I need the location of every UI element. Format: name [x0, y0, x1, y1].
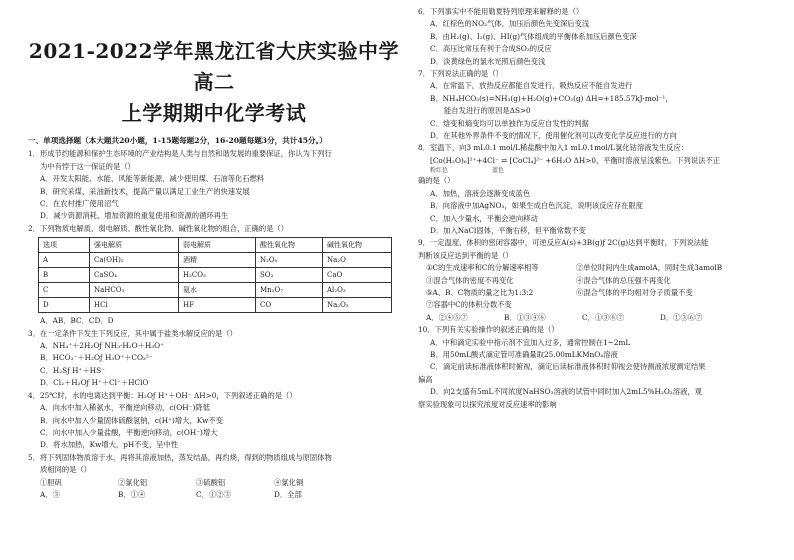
q9-option: D．①③⑥⑦ [660, 312, 703, 322]
q7-option-c: C．焓变和熵变均可以单独作为反应自发性的判据 [430, 118, 589, 128]
q6-stem: 6．下列事实中不能用勒夏特列原理来解释的是（） [418, 7, 584, 16]
q1-option-d: D．减少资源消耗、增加资源的重复使用和资源的循环再生 [40, 211, 229, 221]
q9-item: ③混合气体的密度不再变化 [426, 275, 514, 285]
q8-option-a: A．加热，溶液会逐渐变成蓝色 [430, 188, 531, 198]
q10-option-d-cont: 察实验现象可以探究浓度对反应速率的影响 [418, 399, 557, 409]
q5-option: C．①②③ [196, 489, 231, 499]
table-cell: HCl [90, 298, 179, 313]
table-header-cell: 选项 [39, 238, 90, 253]
table-cell: A [39, 253, 90, 268]
section-heading: 一、单项选择题（本大题共20小题，1-15题每题2分，16-20题每题3分，共计45分。） [28, 136, 328, 145]
table-row [39, 298, 392, 313]
q9-items-row [418, 262, 774, 274]
q5-item: ②氯化铝 [118, 477, 148, 487]
question-2 [28, 223, 400, 328]
table-cell: 氨水 [179, 283, 256, 298]
q10-option-c-cont: 偏高 [418, 374, 433, 384]
table-row [39, 268, 392, 283]
q9-item: ⑥混合气体的平均相对分子质量不变 [576, 287, 693, 297]
q8-stem: 8．室温下，向3 mL0.1 mol/L稀盐酸中加入1 mL0.1mol/L氯化钴溶液发生反应： [418, 143, 689, 153]
q8-color-pink: 粉红色 [430, 167, 449, 175]
q8-reaction-tail: ，平衡时溶液呈浅紫色。下列说法不正 [595, 155, 721, 165]
q4-stem: 4．25℃时，水的电离达到平衡：H₂Oƒ H⁺＋OH⁻ ΔH>0，下列叙述正确的是（） [28, 390, 297, 400]
q5-item: ④氯化铜 [274, 477, 304, 487]
q2-table [38, 237, 392, 313]
q9-stem-cont: 判断该反应达到平衡的是（） [418, 250, 513, 260]
question-10 [418, 324, 774, 411]
title-line-2: 上学期期中化学考试 [121, 101, 307, 125]
table-cell: Na₂O₂ [323, 298, 392, 313]
title-line-1: 2021-2022学年黑龙江省大庆实验中学高二 [28, 39, 400, 94]
q5-option: A．③ [40, 489, 60, 499]
q8-color-labels [430, 167, 596, 175]
q9-stem: 9．一定温度、体积的密闭容器中，可逆反应A(s)+3B(g)ƒ 2C(g)达到平衡时，下列说法能 [418, 238, 709, 248]
question-4 [28, 390, 400, 452]
question-3 [28, 328, 400, 390]
q10-option-c: C．滴定前读标准液体积时俯视，滴定后读标准液体积时仰视会使待测液浓度测定结果 [430, 362, 706, 372]
q9-options [418, 312, 774, 324]
table-cell: D [39, 298, 90, 313]
table-cell: HF [179, 298, 256, 313]
table-row [39, 253, 392, 268]
q9-option: B．①③④⑥ [504, 312, 546, 322]
q7-option-d: D．在其他外界条件不变的情况下，使用催化剂可以改变化学反应进行的方向 [430, 131, 677, 141]
q5-item: ③硫酸铝 [196, 477, 226, 487]
q9-option: A．②④⑤⑦ [426, 312, 468, 322]
q6-option-a: A．红棕色的NO₂气体，加压后颜色先变深后变浅 [430, 19, 590, 29]
q6-option-d: D．淡黄绿色的氯水光照后颜色变浅 [430, 56, 546, 66]
q3-option-b: B．HCO₃⁻＋H₂Oƒ H₃O⁺＋CO₃²⁻ [40, 353, 153, 363]
q4-option-b: B．向水中加入少量固体硫酸氢钠，c(H⁺)增大，Kw不变 [40, 415, 223, 425]
table-header-row [39, 238, 392, 253]
q9-item: ⑤A、B、C物质的量之比为1:3:2 [426, 287, 534, 297]
q5-item: ①胆矾 [40, 477, 62, 487]
q7-option-b: B．NH₄HCO₃(s)=NH₃(g)+H₂O(g)+CO₂(g) ΔH=+185.57kJ·mol⁻¹， [430, 93, 673, 103]
q8-option-c: C．加入少量水，平衡会逆向移动 [430, 213, 538, 223]
q9-items-row [418, 287, 774, 299]
table-cell: B [39, 268, 90, 283]
table-header-cell: 碱性氧化物 [323, 238, 392, 253]
question-8 [418, 142, 774, 237]
table-cell: H₂CO₃ [179, 268, 256, 283]
table-cell: Al₂O₃ [323, 283, 392, 298]
q8-reaction-line [418, 155, 774, 175]
q9-items-row [418, 299, 774, 311]
table-cell: Mn₂O₇ [256, 283, 323, 298]
q5-options [28, 489, 400, 501]
q8-reaction-block [430, 155, 596, 175]
q5-items [28, 477, 400, 489]
q10-option-b: B．用50mL酸式滴定管可准确量取25.00mLKMnO₄溶液 [430, 349, 618, 359]
table-row [39, 283, 392, 298]
q8-option-b: B．向溶液中加AgNO₃，如果生成白色沉淀，说明该反应存在限度 [430, 201, 644, 211]
question-7 [418, 68, 774, 142]
table-cell: SO₃ [256, 268, 323, 283]
q10-option-a: A．中和滴定实验中指示剂不宜加入过多，通常控制在1~2mL [430, 337, 631, 347]
table-cell: Ca(OH)₂ [90, 253, 179, 268]
table-cell: Na₂O [323, 253, 392, 268]
q7-option-a: A．在常温下，放热反应都能自发进行，吸热反应不能自发进行 [430, 81, 633, 91]
table-header-cell: 弱电解质 [179, 238, 256, 253]
q2-stem: 2．下列物质电解质、弱电解质、酸性氧化物、碱性氧化物的组合，正确的是（） [28, 223, 289, 233]
q8-color-blue: 蓝色 [492, 167, 505, 175]
left-column [28, 6, 400, 501]
question-1 [28, 148, 400, 222]
table-cell: CaSO₄ [90, 268, 179, 283]
q9-item: ④混合气体的总压强不再变化 [576, 275, 671, 285]
table-header-cell: 强电解质 [90, 238, 179, 253]
q4-option-a: A．向水中加入稀氨水，平衡逆向移动，c(OH⁻)降低 [40, 403, 210, 413]
question-6 [418, 6, 774, 68]
q5-option: B．①④ [118, 489, 146, 499]
q2-options: A．AB．BC．CD．D [40, 316, 114, 326]
q10-option-d: D．向2支盛有5mL不同浓度NaHSO₃溶液的试管中同时加入2mL5%H₂O₂溶液，观 [430, 387, 702, 397]
table-header-cell: 酸性氧化物 [256, 238, 323, 253]
q4-option-d: D．将水加热，Kw增大，pH不变，呈中性 [40, 440, 179, 450]
q8-stem-cont: 确的是（） [418, 176, 455, 186]
q1-option-a: A．开发太阳能、水能、风能等新能源，减少使用煤、石油等化石燃料 [40, 174, 265, 184]
q1-option-b: B．研究采煤、采油新技术，提高产量以满足工业生产的快速发展 [40, 186, 250, 196]
q7-option-b-cont: 能自发进行的原因是ΔS>0 [444, 106, 531, 116]
q9-item: ①C的生成速率和C的分解速率相等 [426, 263, 539, 273]
right-column [418, 6, 774, 411]
q10-stem: 10．下列有关实验操作的叙述正确的是（） [418, 325, 559, 335]
q3-option-d: D．Cl₂＋H₂Oƒ H⁺＋Cl⁻＋HClO [40, 378, 149, 388]
q6-option-c: C．高压比常压有利于合成SO₃的反应 [430, 44, 552, 54]
question-5 [28, 452, 400, 502]
table-cell: 酒精 [179, 253, 256, 268]
q6-option-b: B．由H₂(g)、I₂(g)、HI(g)气体组成的平衡体系加压后颜色变深 [430, 31, 637, 41]
q5-option: D．全部 [274, 489, 302, 499]
q9-items-row [418, 275, 774, 287]
table-cell: NaHCO₃ [90, 283, 179, 298]
table-cell: CO [256, 298, 323, 313]
q5-stem: 5．将下列固体物质溶于水，再将其溶液加热，蒸发结晶，再灼烧，得到的物质组成与原固体物 [28, 452, 332, 462]
q1-stem-cont: 为中有悖于这一保证的是（） [40, 161, 135, 171]
q5-stem-cont: 质相同的是（） [40, 465, 92, 475]
table-cell: CaO [323, 268, 392, 283]
q1-option-c: C．在农村推广使用沼气 [40, 199, 119, 209]
q3-option-a: A．NH₄⁺＋2H₂Oƒ NH₃·H₂O＋H₃O⁺ [40, 341, 165, 351]
q9-item: ⑦容器中C的体积分数不变 [426, 300, 512, 310]
q3-option-c: C．H₂Sƒ H⁺＋HS⁻ [40, 365, 105, 375]
table-cell: C [39, 283, 90, 298]
q8-option-d: D．加入NaCl固体，平衡右移，但平衡常数不变 [430, 225, 586, 235]
question-9 [418, 237, 774, 324]
q3-stem: 3．在一定条件下发生下列反应，其中属于盐类水解反应的是（） [28, 328, 237, 338]
q9-option: C．①③⑥⑦ [582, 312, 625, 322]
q7-stem: 7．下列说法正确的是（） [418, 69, 503, 79]
q4-option-c: C．向水中加入少量盐酸，平衡逆向移动，c(OH⁻)增大 [40, 427, 218, 437]
q9-item: ②单位时间内生成amolA，同时生成3amolB [576, 263, 723, 273]
q1-stem: 1．形成节约能源和保护生态环境的产业结构是人类与自然和谐发展的重要保证，你认为下列行 [28, 149, 332, 159]
table-cell: N₂O₅ [256, 253, 323, 268]
q8-reaction: [Co(H₂O)₆]²⁺+4Cl⁻ ⇌ [CoCl₄]²⁻ +6H₂O ΔH>0 [430, 155, 596, 165]
exam-title [28, 36, 400, 129]
